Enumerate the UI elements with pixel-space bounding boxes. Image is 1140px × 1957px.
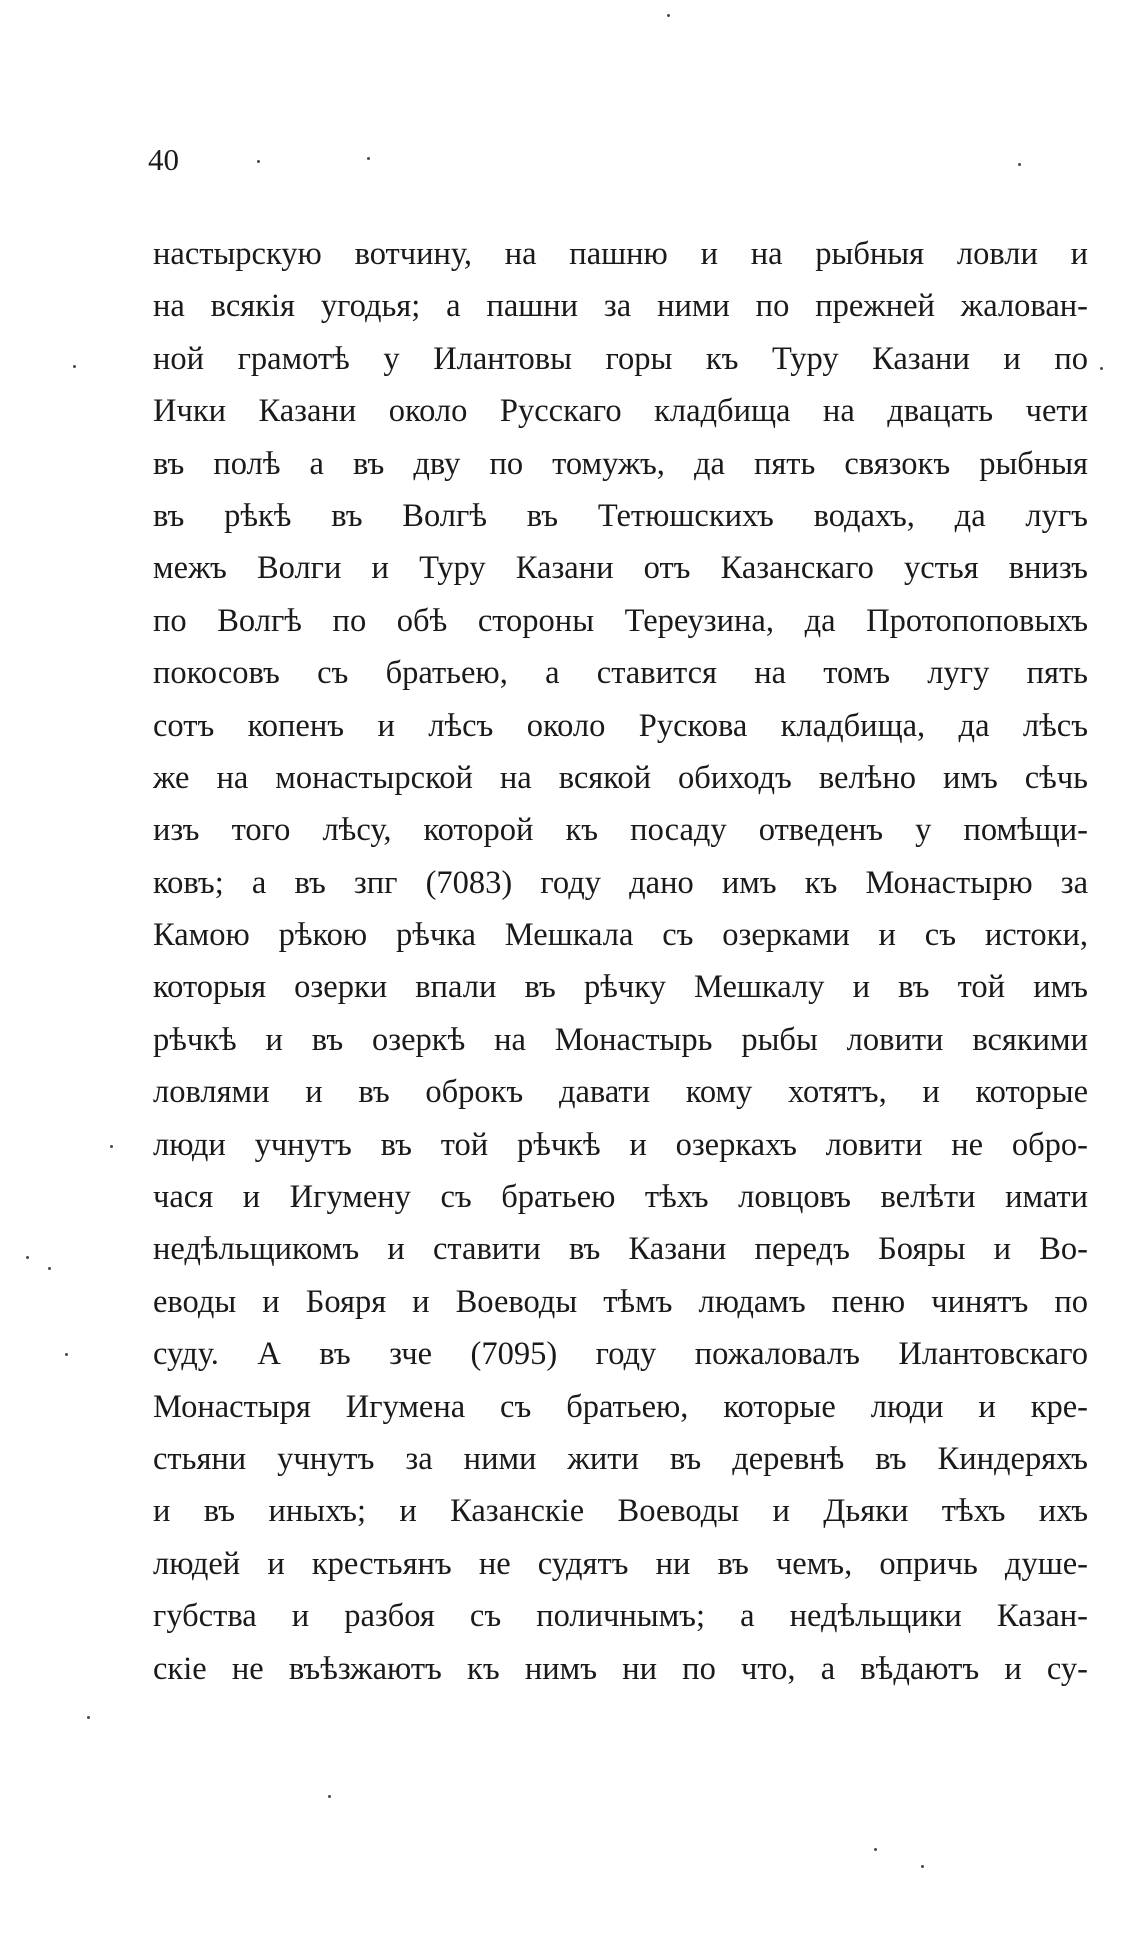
text-line-12: изъ того лѣсу, которой къ посаду отведенъ у помѣщи-	[153, 812, 1088, 849]
text-line-5: въ полѣ а въ дву по томужъ, да пять связокъ рыбныя	[153, 445, 1088, 482]
body-text	[153, 228, 1088, 1695]
text-line-21: еводы и Бояря и Воеводы тѣмъ людамъ пеню чинятъ по	[153, 1283, 1088, 1320]
text-line-18: люди учнутъ въ той рѣчкѣ и озеркахъ ловити не обро-	[153, 1126, 1088, 1163]
text-line-17: ловлями и въ оброкъ давати кому хотятъ, и которые	[153, 1074, 1088, 1111]
scan-speck	[110, 1145, 113, 1148]
text-line-9: покосовъ съ братьею, а ставится на томъ лугу пять	[153, 655, 1088, 692]
scan-speck	[73, 365, 76, 368]
scan-speck	[26, 1256, 29, 1259]
text-line-10: сотъ копенъ и лѣсъ около Рускова кладбища, да лѣсъ	[153, 707, 1088, 744]
text-line-14: Камою рѣкою рѣчка Мешкала съ озерками и съ истоки,	[153, 917, 1088, 954]
scan-speck	[87, 1716, 90, 1719]
text-line-15: которыя озерки впали въ рѣчку Мешкалу и въ той имъ	[153, 969, 1088, 1006]
scan-speck	[367, 157, 370, 160]
scan-speck	[48, 1267, 51, 1270]
text-line-16: рѣчкѣ и въ озеркѣ на Монастырь рыбы ловити всякими	[153, 1021, 1088, 1058]
scan-speck	[328, 1795, 331, 1798]
text-line-23: Монастыря Игумена съ братьею, которые люди и кре-	[153, 1388, 1088, 1425]
text-line-20: недѣльщикомъ и ставити въ Казани передъ Бояры и Во-	[153, 1231, 1088, 1268]
scan-speck	[921, 1865, 924, 1868]
page-number: 40	[148, 142, 179, 177]
scan-speck	[1018, 163, 1021, 166]
text-line-6: въ рѣкѣ въ Волгѣ въ Тетюшскихъ водахъ, да лугъ	[153, 497, 1088, 534]
text-line-26: людей и крестьянъ не судятъ ни въ чемъ, опричь душе-	[153, 1545, 1088, 1582]
scan-speck	[667, 14, 670, 17]
text-line-24: стьяни учнутъ за ними жити въ деревнѣ въ Киндеряхъ	[153, 1440, 1088, 1477]
text-line-27: губства и разбоя съ поличнымъ; а недѣльщики Казан-	[153, 1598, 1088, 1635]
scan-speck	[874, 1848, 877, 1851]
text-line-2: на всякія угодья; а пашни за ними по прежней жалован-	[153, 288, 1088, 325]
text-line-4: Ички Казани около Русскаго кладбища на двацать чети	[153, 393, 1088, 430]
text-line-8: по Волгѣ по обѣ стороны Тереузина, да Протопоповыхъ	[153, 602, 1088, 639]
text-line-22: суду. А въ зче (7095) году пожаловалъ Илантовскаго	[153, 1336, 1088, 1373]
text-line-3: ной грамотѣ у Илантовы горы къ Туру Казани и по	[153, 340, 1088, 377]
scan-speck	[1100, 367, 1103, 370]
text-line-25: и въ иныхъ; и Казанскіе Воеводы и Дьяки тѣхъ ихъ	[153, 1493, 1088, 1530]
text-line-1: настырскую вотчину, на пашню и на рыбныя ловли и	[153, 236, 1088, 272]
text-line-19: чася и Игумену съ братьею тѣхъ ловцовъ велѣти имати	[153, 1179, 1088, 1216]
text-line-11: же на монастырской на всякой обиходъ велѣно имъ сѣчь	[153, 759, 1088, 796]
text-line-7: межъ Волги и Туру Казани отъ Казанскаго устья внизъ	[153, 550, 1088, 587]
text-line-28: скіе не въѣзжаютъ къ нимъ ни по что, а вѣдаютъ и су-	[153, 1650, 1088, 1687]
scan-speck	[65, 1353, 68, 1356]
text-line-13: ковъ; а въ зпг (7083) году дано имъ къ Монастырю за	[153, 864, 1088, 901]
scan-speck	[257, 160, 260, 163]
